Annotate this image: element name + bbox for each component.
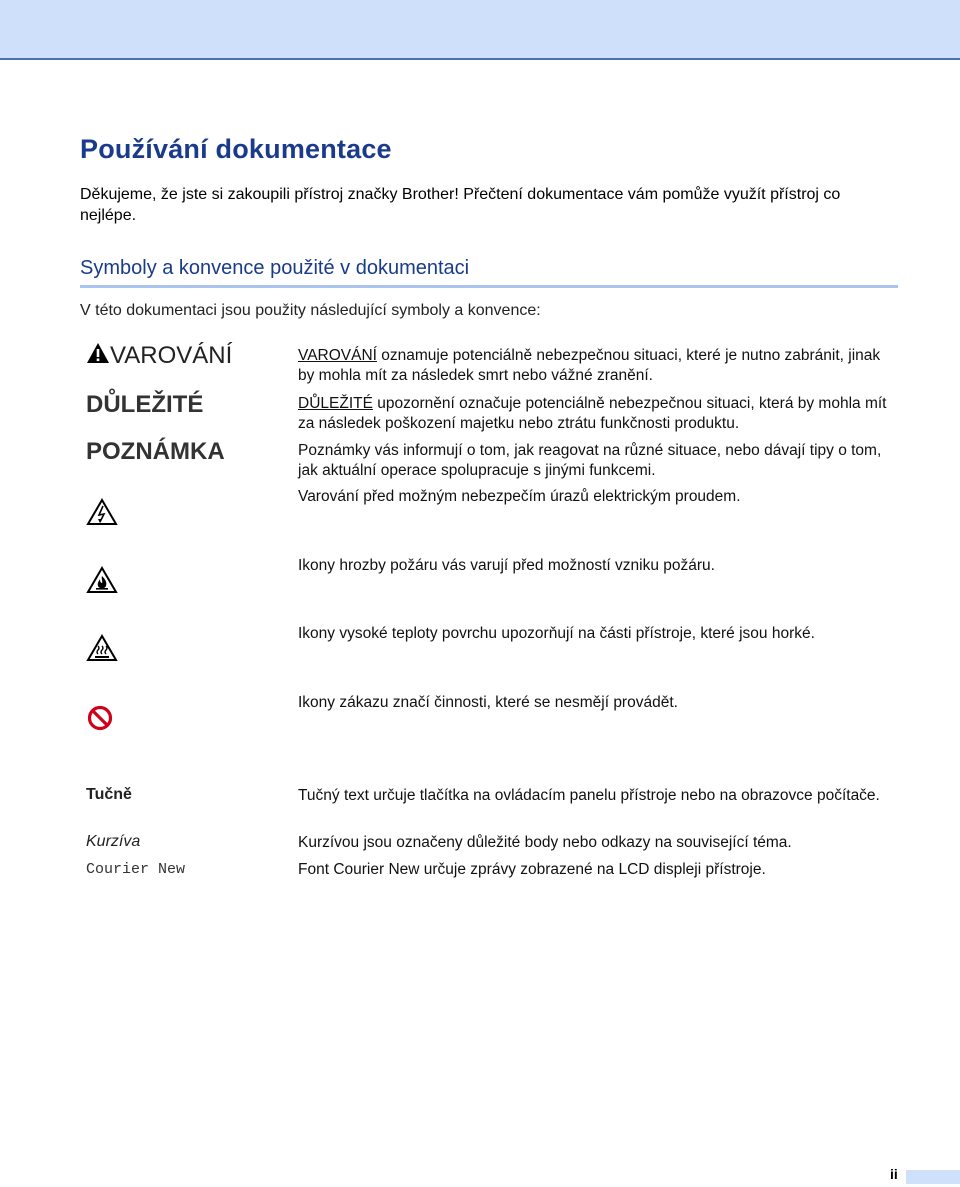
warning-label-text: VAROVÁNÍ — [110, 342, 233, 369]
intro-text: Děkujeme, že jste si zakoupili přístroj značky Brother! Přečtení dokumentace vám pomůže využít přístroj co nejlépe. — [80, 186, 841, 224]
warning-label — [86, 342, 232, 370]
fire-description: Ikony hrozby požáru vás varují před možností vzniku požáru. — [298, 557, 715, 574]
warning-desc-text: oznamuje potenciálně nebezpečnou situaci, které je nutno zabránit, jinak by mohla mít za následek smrt nebo vážné zranění. — [298, 347, 881, 384]
italic-convention-label: Kurzíva — [86, 833, 141, 850]
mono-convention-label: Courier New — [86, 861, 186, 878]
page-title: Používání dokumentace — [80, 134, 392, 164]
warning-description — [298, 346, 898, 386]
important-label: DŮLEŽITÉ — [86, 391, 204, 418]
italic-convention-description: Kurzívou jsou označeny důležité body nebo odkazy na související téma. — [298, 834, 792, 851]
bold-convention-label: Tučně — [86, 786, 132, 803]
hot-surface-description: Ikony vysoké teploty povrchu upozorňují na části přístroje, které jsou horké. — [298, 625, 815, 642]
note-description: Poznámky vás informují o tom, jak reagovat na různé situace, nebo dávají tipy o tom, jak aktuální operace spolupracuje s jinými funkcemi. — [298, 442, 882, 479]
important-desc-text: upozornění označuje potenciálně nebezpečnou situaci, která by mohla mít za následek poškození majetku nebo ztrátu funkčnosti produktu. — [298, 395, 887, 432]
mono-convention-description: Font Courier New určuje zprávy zobrazené na LCD displeji přístroje. — [298, 861, 766, 878]
important-term: DŮLEŽITÉ — [298, 395, 373, 412]
section-heading: Symboly a konvence použité v dokumentaci — [80, 257, 898, 288]
page-number-band — [906, 1170, 960, 1184]
bold-convention-description: Tučný text určuje tlačítka na ovládacím panelu přístroje nebo na obrazovce počítače. — [298, 787, 880, 804]
important-description — [298, 394, 898, 434]
fire-hazard-icon — [86, 566, 118, 594]
electrical-hazard-icon — [86, 498, 118, 526]
page-number: ii — [890, 1166, 898, 1182]
hot-surface-icon — [86, 634, 118, 662]
warning-icon — [86, 342, 110, 364]
prohibition-icon — [86, 704, 114, 732]
electrical-description: Varování před možným nebezpečím úrazů elektrickým proudem. — [298, 488, 741, 505]
section-intro: V této dokumentaci jsou použity následující symboly a konvence: — [80, 302, 541, 319]
prohibition-description: Ikony zákazu značí činnosti, které se nesmějí provádět. — [298, 694, 678, 711]
warning-term: VAROVÁNÍ — [298, 347, 377, 364]
header-band — [0, 0, 960, 60]
note-label: POZNÁMKA — [86, 438, 225, 465]
